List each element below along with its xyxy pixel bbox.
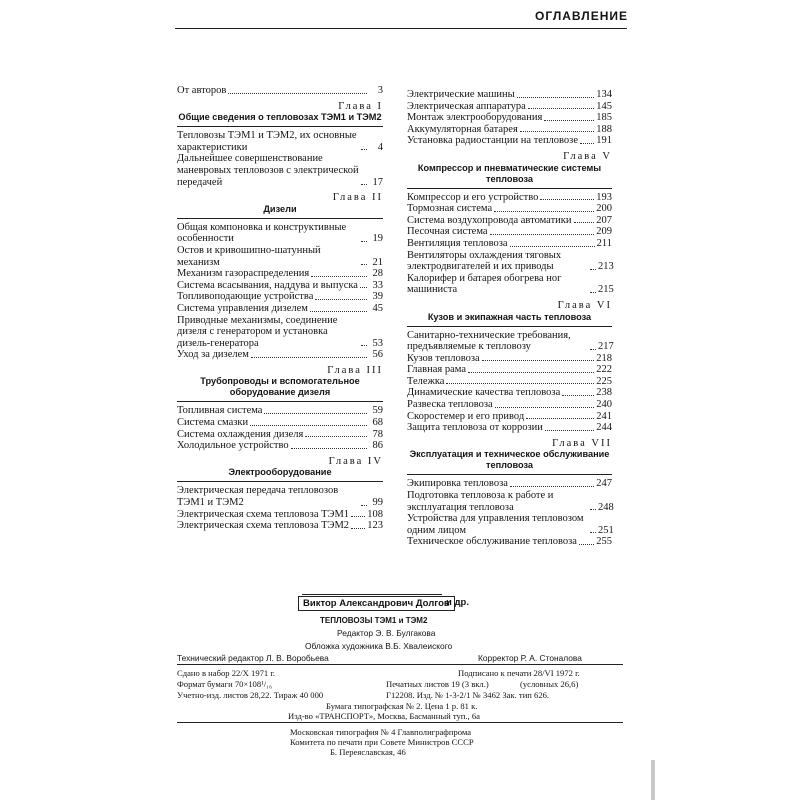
dot-leader [361, 241, 367, 242]
toc-entry-text: Холодильное устройство [177, 440, 289, 452]
toc-entry-text: Электрическая схема тепловоза ТЭМ1 [177, 508, 350, 520]
dot-leader [310, 311, 367, 312]
toc-entry[interactable] [407, 135, 612, 147]
toc-entry-text: Вентиляция тепловоза [407, 237, 508, 249]
toc-entry-page: 255 [596, 536, 612, 548]
imprint-line: (условных 26,6) [520, 679, 579, 689]
dot-leader [590, 349, 596, 350]
toc-entry-page: 4 [377, 141, 383, 153]
toc-entry-text: Главная рама [407, 364, 467, 376]
toc-entry[interactable] [177, 405, 383, 417]
imprint-line: Формат бумаги 70×108¹/₁₆ [177, 679, 273, 689]
toc-entry-text: Электрическая схема тепловоза ТЭМ2 [177, 520, 350, 532]
toc-entry-page: 213 [598, 261, 614, 273]
toc-entry-page: 215 [598, 284, 614, 296]
toc-entry[interactable] [407, 112, 612, 124]
toc-entry[interactable] [177, 440, 383, 452]
toc-entry-text: Компрессор и его устройство [407, 191, 539, 203]
dot-leader [446, 383, 594, 384]
toc-entry[interactable] [407, 330, 612, 353]
toc-entry-text: Топливоподающие устройства [177, 291, 314, 303]
toc-entry-text: Техническое обслуживание тепловоза [407, 536, 577, 548]
toc-entry[interactable] [407, 226, 612, 238]
toc-entry[interactable] [177, 485, 383, 508]
toc-entry-text: Система управления дизелем [177, 302, 308, 314]
scrollbar-thumb[interactable] [651, 760, 655, 800]
dot-leader [361, 505, 367, 506]
toc-entry-page: 200 [596, 203, 612, 215]
toc-entry-text: Остов и кривошипно-шатунный механизм [177, 244, 321, 268]
toc-entry[interactable] [177, 222, 383, 245]
toc-entry-text: Вентиляторы охлаждения тяговых электродвигателей и их приводы [407, 249, 562, 273]
page-title: ОГЛАВЛЕНИЕ [534, 9, 628, 23]
toc-entry-page: 39 [372, 291, 383, 303]
toc-entry-text: Уход за дизелем [177, 349, 249, 361]
toc-entry[interactable] [407, 536, 612, 548]
chapter-label: Глава VI [557, 299, 612, 311]
toc-entry-text: Установка радиостанции на тепловозе [407, 135, 578, 147]
toc-entry-page: 251 [598, 524, 614, 536]
toc-entry[interactable] [177, 303, 383, 315]
toc-entry[interactable] [407, 490, 612, 513]
toc-entry[interactable] [407, 215, 612, 227]
toc-entry[interactable] [177, 417, 383, 429]
toc-entry-page: 28 [372, 268, 383, 280]
toc-entry[interactable] [407, 250, 612, 273]
toc-entry-text: Механизм газораспределения [177, 268, 310, 280]
toc-entry-text: Приводные механизмы, соединение дизеля с генератором и установка дизель-генератора [177, 314, 338, 349]
dot-leader [528, 108, 594, 109]
toc-entry-page: 211 [596, 237, 612, 249]
toc-entry[interactable] [407, 89, 612, 101]
chapter-title: Эксплуатация и техническое обслуживание тепловоза [407, 449, 612, 475]
toc-entry[interactable] [407, 364, 612, 376]
dot-leader [590, 292, 596, 293]
dot-leader [264, 413, 367, 414]
toc-entry-page: 222 [596, 364, 612, 376]
imprint-divider [177, 722, 623, 723]
toc-entry[interactable] [407, 399, 612, 411]
toc-entry-text: Защита тепловоза от коррозии [407, 422, 543, 434]
printer-line: Комитета по печати при Совете Министров СССР [290, 737, 474, 747]
chapter-title: Дизели [177, 204, 383, 219]
dot-leader [468, 372, 594, 373]
toc-entry-text: Электрические машины [407, 89, 515, 100]
toc-entry[interactable] [177, 315, 383, 350]
toc-entry[interactable] [407, 101, 612, 113]
toc-entry-page: 17 [372, 176, 383, 188]
dot-leader [590, 532, 596, 533]
toc-entry-page: 53 [372, 337, 383, 349]
toc-entry-page: 145 [596, 100, 612, 112]
header-rule [175, 28, 627, 29]
toc-entry-page: 225 [596, 375, 612, 387]
dot-leader [291, 448, 367, 449]
toc-entry[interactable] [177, 130, 383, 153]
toc-entry-text: От авторов [177, 85, 227, 96]
toc-entry-text: Система смазки [177, 417, 249, 429]
toc-entry[interactable] [407, 124, 612, 136]
dot-leader [315, 299, 367, 300]
chapter-label: Глава III [327, 364, 383, 376]
toc-entry-page: 191 [596, 135, 612, 147]
toc-entry-page: 241 [596, 410, 612, 422]
toc-entry-text: Аккумуляторная батарея [407, 123, 518, 135]
book-title: ТЕПЛОВОЗЫ ТЭМ1 и ТЭМ2 [320, 616, 428, 625]
dot-leader [545, 430, 594, 431]
imprint-line: Г12208. Изд. № 1-3-2/1 № 3462 Зак. тип 626. [386, 690, 550, 700]
toc-entry-text: Тепловозы ТЭМ1 и ТЭМ2, их основные характеристики [177, 130, 357, 153]
toc-entry[interactable] [177, 291, 383, 303]
author-name: Виктор Александрович Долгов [298, 596, 455, 611]
toc-entry-page: 99 [372, 497, 383, 509]
toc-entry-page: 86 [372, 440, 383, 452]
imprint-line: Учетно-изд. листов 28,22. Тираж 40 000 [177, 690, 324, 700]
dot-leader [311, 276, 367, 277]
toc-entry-page: 123 [367, 520, 383, 532]
toc-entry-text: Кузов тепловоза [407, 352, 480, 364]
chapter-label: Глава II [332, 192, 383, 204]
toc-entry-text: Скоростемер и его привод [407, 410, 525, 422]
toc-entry[interactable] [177, 85, 383, 97]
chapter-title: Компрессор и пневматические системы тепловоза [407, 163, 612, 189]
toc-entry[interactable] [407, 192, 612, 204]
toc-entry-page: 244 [596, 422, 612, 434]
toc-entry-page: 248 [598, 501, 614, 513]
corrector-credit: Корректор Р. А. Стоналова [478, 653, 582, 663]
toc-entry[interactable] [177, 509, 383, 521]
dot-leader [580, 143, 594, 144]
dot-leader [250, 425, 367, 426]
page-header [0, 0, 800, 30]
dot-leader [482, 360, 595, 361]
toc-entry-text: Топливная система [177, 405, 263, 417]
dot-leader [361, 345, 367, 346]
tech-editor-credit: Технический редактор Л. В. Воробьева [177, 653, 329, 663]
dot-leader [351, 516, 365, 517]
cover-credit: Обложка художника В.Б. Хвалеиского [305, 641, 453, 651]
toc-entry-page: 240 [596, 399, 612, 411]
dot-leader [251, 357, 367, 358]
toc-entry-text: Калорифер и батарея обогрева ног машиниста [407, 272, 562, 296]
toc-entry-text: Электрическая передача тепловозов ТЭМ1 и ТЭМ2 [177, 485, 339, 509]
dot-leader [490, 234, 595, 235]
dot-leader [540, 199, 594, 200]
toc-entry-text: Электрическая аппаратура [407, 100, 526, 112]
chapter-label: Глава I [338, 100, 383, 112]
dot-leader [562, 395, 594, 396]
chapter-label: Глава IV [328, 455, 383, 467]
dot-leader [579, 544, 594, 545]
toc-entry[interactable] [177, 349, 383, 361]
dot-leader [495, 407, 595, 408]
toc-entry[interactable] [177, 268, 383, 280]
toc-left-column [177, 85, 383, 532]
dot-leader [510, 486, 594, 487]
chapter-title: Общие сведения о тепловозах ТЭМ1 и ТЭМ2 [177, 112, 383, 127]
dot-leader [526, 418, 594, 419]
toc-entry-text: Экипировка тепловоза [407, 478, 508, 490]
toc-entry-text: Система всасывания, наддува и выпуска [177, 279, 358, 291]
toc-entry-page: 78 [372, 428, 383, 440]
toc-entry[interactable] [177, 429, 383, 441]
author-suffix: и др. [446, 597, 469, 608]
chapter-label: Глава V [563, 150, 612, 162]
toc-entry[interactable] [407, 387, 612, 399]
toc-entry-text: Подготовка тепловоза к работе и эксплуатация тепловоза [407, 490, 554, 513]
toc-entry-page: 185 [596, 112, 612, 124]
chapter-label: Глава VII [552, 437, 612, 449]
imprint-line: Изд-во «ТРАНСПОРТ», Москва, Басманный туп., 6а [288, 711, 480, 721]
toc-entry-page: 108 [367, 508, 383, 520]
dot-leader [517, 97, 595, 98]
toc-entry-text: Монтаж электрооборудования [407, 112, 543, 124]
toc-entry-page: 45 [372, 302, 383, 314]
toc-entry[interactable] [407, 513, 612, 536]
toc-entry[interactable] [407, 353, 612, 365]
toc-entry[interactable] [407, 411, 612, 423]
printer-line: Московская типография № 4 Главполиграфпрома [290, 727, 472, 737]
toc-entry-page: 188 [596, 123, 612, 135]
toc-entry-page: 247 [596, 478, 612, 490]
dot-leader [360, 287, 367, 288]
toc-entry[interactable] [407, 376, 612, 388]
toc-entry-page: 3 [377, 85, 383, 96]
author-rule [302, 594, 442, 595]
toc-entry-page: 207 [596, 214, 612, 226]
toc-entry[interactable] [177, 280, 383, 292]
editor-credit: Редактор Э. В. Булгакова [337, 628, 436, 638]
toc-entry[interactable] [407, 203, 612, 215]
toc-entry-page: 134 [596, 89, 612, 100]
toc-entry-page: 56 [372, 349, 383, 361]
toc-entry-text: Песочная система [407, 226, 488, 238]
toc-entry-page: 68 [372, 417, 383, 429]
toc-entry-page: 21 [372, 256, 383, 268]
imprint-line: Печатных листов 19 (3 вкл.) [386, 679, 489, 689]
dot-leader [544, 120, 594, 121]
toc-entry-text: Развеска тепловоза [407, 399, 493, 411]
chapter-title: Трубопроводы и вспомогательное оборудование дизеля [177, 376, 383, 402]
imprint-line: Сдано в набор 22/X 1971 г. [177, 668, 276, 678]
toc-entry-text: Санитарно-технические требования, предъявляемые к тепловозу [407, 329, 571, 353]
toc-entry-page: 193 [596, 191, 612, 203]
toc-entry[interactable] [177, 245, 383, 268]
toc-entry-text: Общая компоновка и конструктивные особенности [177, 221, 347, 245]
toc-entry[interactable] [407, 422, 612, 434]
toc-right-column [407, 89, 612, 548]
dot-leader [510, 246, 595, 247]
dot-leader [351, 528, 365, 529]
dot-leader [574, 222, 595, 223]
toc-entry-page: 217 [598, 341, 614, 353]
dot-leader [590, 509, 596, 510]
toc-entry-page: 19 [372, 233, 383, 245]
toc-entry-text: Система охлаждения дизеля [177, 428, 304, 440]
toc-entry-page: 238 [596, 387, 612, 399]
toc-entry-text: Динамические качества тепловоза [407, 387, 561, 399]
dot-leader [590, 269, 596, 270]
dot-leader [361, 264, 367, 265]
dot-leader [228, 93, 367, 94]
toc-entry-text: Дальнейшее совершенствование маневровых тепловозов с электрической передачей [177, 153, 359, 188]
imprint-line: Бумага типографская № 2. Цена 1 р. 81 к. [326, 701, 478, 711]
toc-entry[interactable] [177, 520, 383, 532]
toc-entry-text: Система воздухопровода автоматики [407, 214, 572, 226]
printer-line: Б. Переяславская, 46 [330, 747, 406, 757]
toc-entry-page: 218 [596, 352, 612, 364]
dot-leader [361, 149, 367, 150]
toc-entry-text: Тележка [407, 375, 445, 387]
imprint-divider [177, 664, 623, 665]
dot-leader [305, 436, 367, 437]
dot-leader [520, 131, 594, 132]
imprint-line: Подписано к печати 28/VI 1972 г. [458, 668, 580, 678]
toc-entry-page: 209 [596, 226, 612, 238]
toc-entry[interactable] [407, 478, 612, 490]
toc-entry[interactable] [407, 273, 612, 296]
dot-leader [494, 211, 594, 212]
toc-entry-page: 33 [372, 279, 383, 291]
toc-entry-text: Тормозная система [407, 203, 493, 215]
toc-entry-page: 59 [372, 405, 383, 417]
toc-entry-text: Устройства для управления тепловозом одним лицом [407, 513, 584, 536]
toc-entry[interactable] [177, 153, 383, 188]
chapter-title: Электрооборудование [177, 467, 383, 482]
toc-entry[interactable] [407, 238, 612, 250]
chapter-title: Кузов и экипажная часть тепловоза [407, 312, 612, 327]
dot-leader [361, 184, 367, 185]
